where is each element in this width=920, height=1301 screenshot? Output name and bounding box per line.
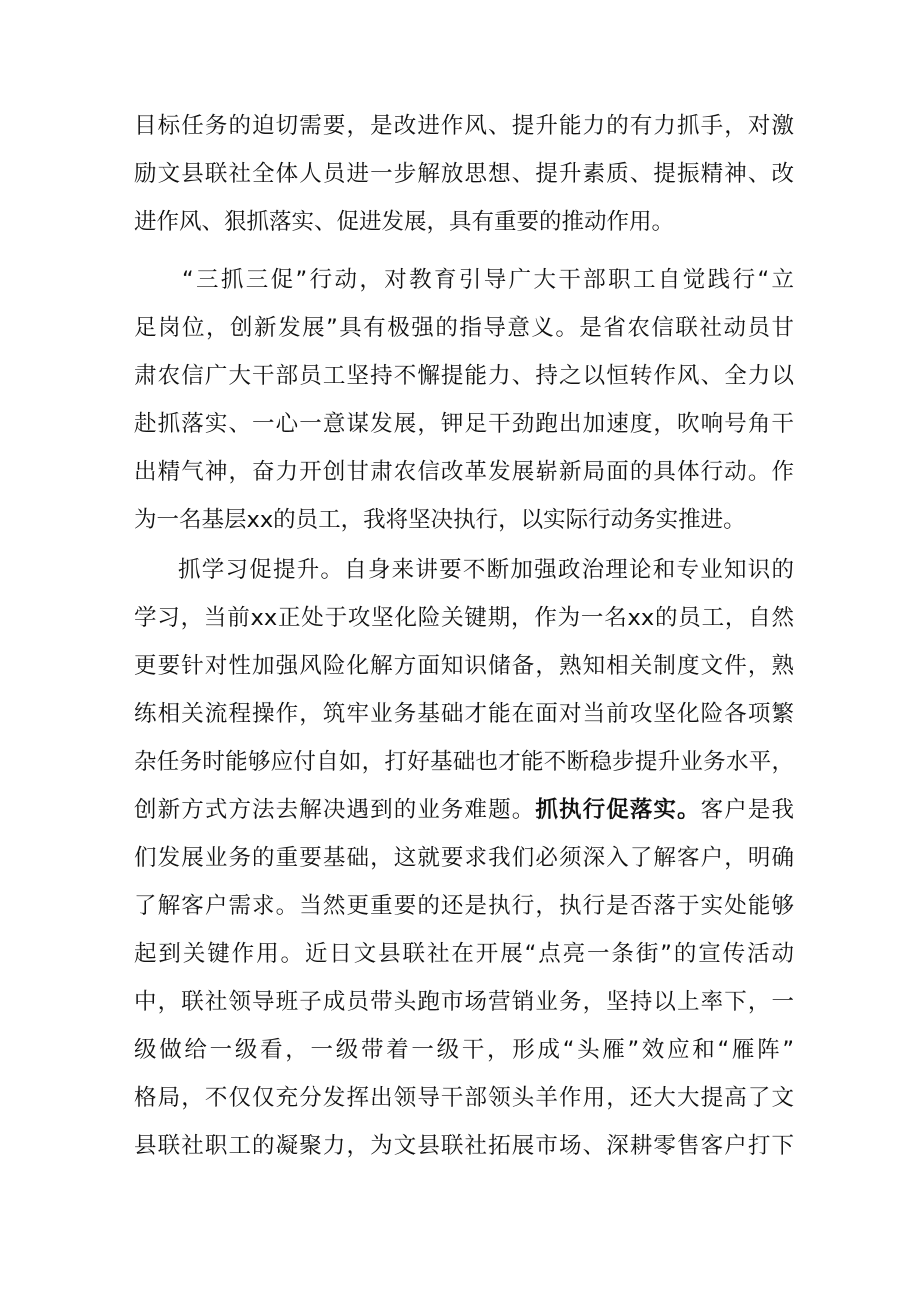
text-line: 练相关流程操作，筑牢业务基础才能在面对当前攻坚化险各项繁	[134, 701, 794, 727]
text-line: 肃农信广大干部员工坚持不懈提能力、持之以恒转作风、全力以	[134, 363, 794, 389]
text-line: 县联社职工的凝聚力，为文县联社拓展市场、深耕零售客户打下	[134, 1133, 794, 1159]
text-run: 客户是我	[700, 797, 794, 823]
text-line: 格局，不仅仅充分发挥出领导干部领头羊作用，还大大提高了文	[134, 1085, 794, 1111]
text-line: 级做给一级看，一级带着一级干，形成“头雁”效应和“雁阵”	[134, 1037, 794, 1063]
text-line: “三抓三促”行动，对教育引导广大干部职工自觉践行“立	[182, 267, 794, 293]
text-line: 赴抓落实、一心一意谋发展，钾足干劲跑出加速度，吹响号角干	[134, 411, 794, 437]
text-line: 们发展业务的重要基础，这就要求我们必须深入了解客户，明确	[134, 845, 794, 871]
text-line: 更要针对性加强风险化解方面知识储备，熟知相关制度文件，熟	[134, 653, 794, 679]
text-line: 进作风、狠抓落实、促进发展，具有重要的推动作用。	[134, 209, 675, 235]
text-line: 了解客户需求。当然更重要的还是执行，执行是否落于实处能够	[134, 893, 794, 919]
text-line: 杂任务时能够应付自如，打好基础也才能不断稳步提升业务水平，	[134, 749, 794, 775]
text-line: 为一名基层xx的员工，我将坚决执行，以实际行动务实推进。	[134, 507, 746, 533]
text-line-mixed	[134, 792, 794, 828]
text-line: 起到关键作用。近日文县联社在开展“点亮一条街”的宣传活动	[134, 941, 794, 967]
text-line: 出精气神，奋力开创甘肃农信改革发展崭新局面的具体行动。作	[134, 459, 794, 485]
text-line: 励文县联社全体人员进一步解放思想、提升素质、提振精神、改	[134, 161, 794, 187]
text-run: 创新方式方法去解决遇到的业务难题。	[134, 797, 536, 823]
text-line: 足岗位，创新发展”具有极强的指导意义。是省农信联社动员甘	[134, 315, 794, 341]
text-line: 抓学习促提升。自身来讲要不断加强政治理论和专业知识的	[178, 557, 794, 583]
text-line: 中，联社领导班子成员带头跑市场营销业务，坚持以上率下，一	[134, 989, 794, 1015]
bold-heading-run: 抓执行促落实。	[535, 797, 701, 823]
text-line: 学习，当前xx正处于攻坚化险关键期，作为一名xx的员工，自然	[134, 605, 794, 631]
text-line: 目标任务的迫切需要，是改进作风、提升能力的有力抓手，对激	[134, 113, 794, 139]
